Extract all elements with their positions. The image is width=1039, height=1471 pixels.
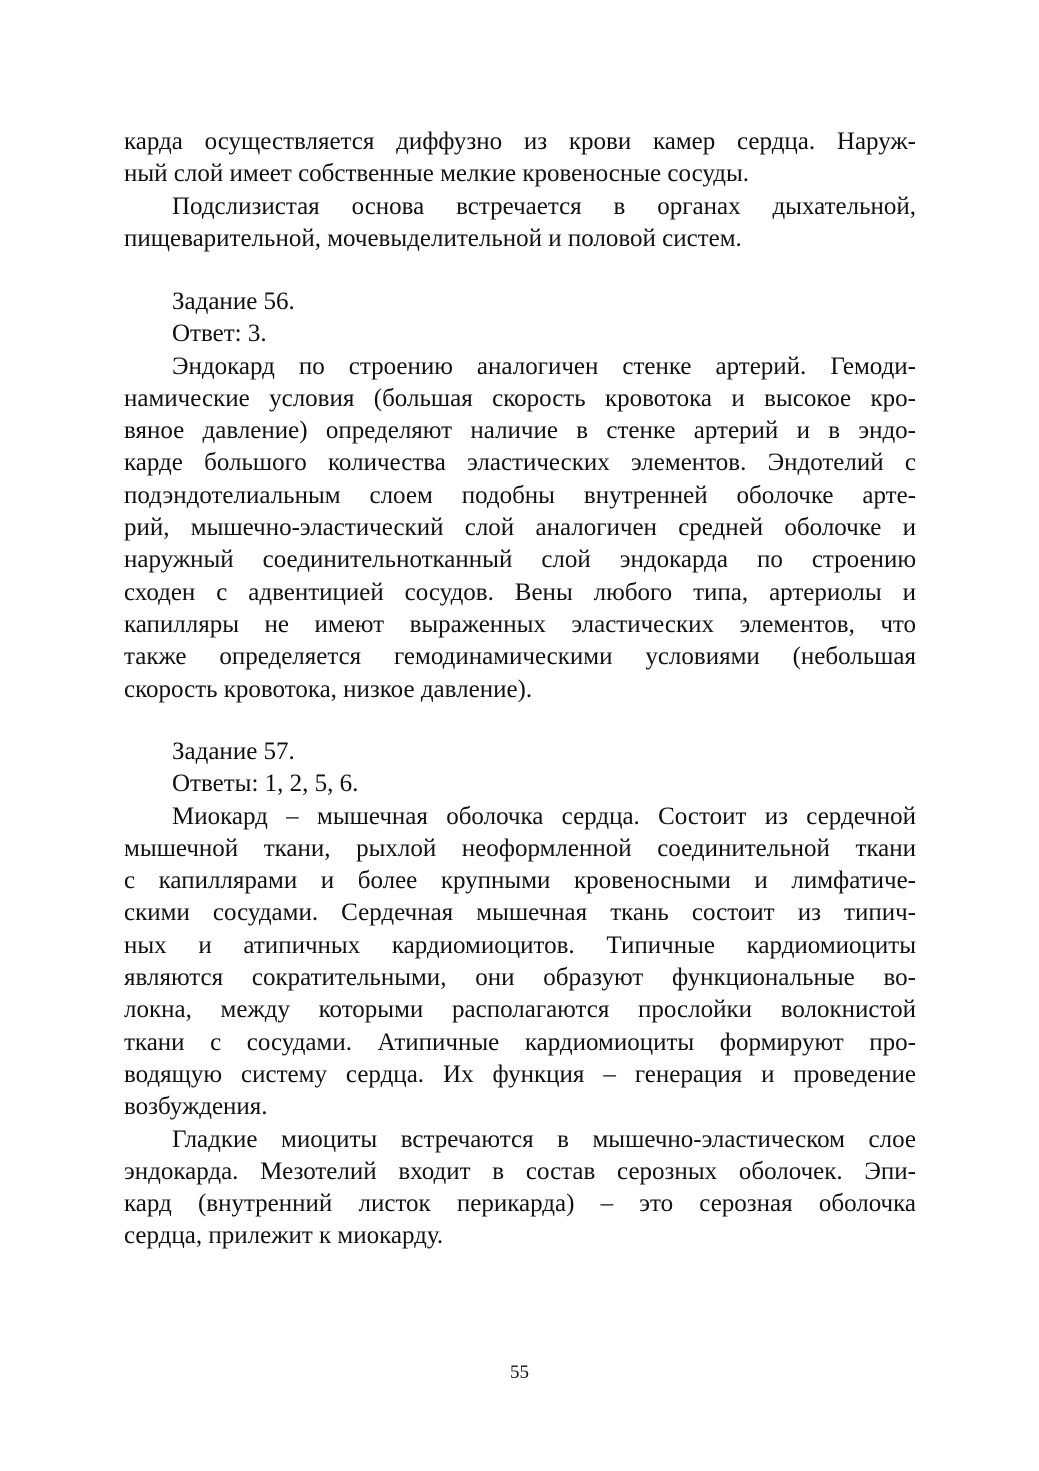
text-line: рий, мышечно-эластический слой аналогичен средней оболочке и: [124, 514, 916, 542]
text-line: Ответы: 1, 2, 5, 6.: [172, 770, 359, 798]
text-line: водящую систему сердца. Их функция – генерация и проведение: [124, 1060, 916, 1088]
text-line: Ответ: 3.: [172, 320, 267, 348]
text-line: вяное давление) определяют наличие в стенке артерий и в эндо-: [124, 417, 916, 445]
text-line: карде большого количества эластических элементов. Эндотелий с: [124, 449, 916, 477]
text-line: подэндотелиальным слоем подобны внутренней оболочке арте-: [124, 481, 916, 509]
text-line: возбуждения.: [124, 1093, 268, 1121]
text-line: карда осуществляется диффузно из крови камер сердца. Наруж-: [124, 128, 916, 155]
text-line: Задание 56.: [172, 288, 295, 315]
text-line: сходен с адвентицией сосудов. Вены любого типа, артериолы и: [124, 578, 916, 606]
text-line: ный слой имеет собственные мелкие кровеносные сосуды.: [124, 160, 750, 188]
text-line: с капиллярами и более крупными кровеносными и лимфатиче-: [124, 867, 916, 895]
text-line: являются сократительными, они образуют функциональные во-: [124, 964, 916, 992]
text-line: капилляры не имеют выраженных эластических элементов, что: [124, 610, 916, 638]
text-line: ных и атипичных кардиомиоцитов. Типичные кардиомиоциты: [124, 931, 916, 959]
text-block-task-57: [124, 736, 916, 1253]
text-block-task-56: [124, 286, 916, 706]
text-line: Задание 57.: [172, 738, 295, 765]
text-line: кард (внутренний листок перикарда) – это серозная оболочка: [124, 1190, 916, 1218]
text-line: Миокард – мышечная оболочка сердца. Состоит из сердечной: [172, 802, 916, 830]
text-line: Подслизистая основа встречается в органах дыхательной,: [172, 192, 916, 220]
text-line: скорость кровотока, низкое давление).: [124, 675, 533, 703]
text-line: мышечной ткани, рыхлой неоформленной соединительной ткани: [124, 834, 916, 862]
text-line: сердца, прилежит к миокарду.: [124, 1222, 444, 1250]
text-line: Эндокард по строению аналогичен стенке артерий. Гемоди-: [172, 352, 916, 380]
text-line: эндокарда. Мезотелий входит в состав серозных оболочек. Эпи-: [124, 1157, 916, 1185]
text-line: пищеварительной, мочевыделительной и половой систем.: [124, 224, 742, 252]
text-line: ткани с сосудами. Атипичные кардиомиоциты формируют про-: [124, 1028, 916, 1056]
text-line: намические условия (большая скорость кровотока и высокое кро-: [124, 384, 916, 412]
text-line: наружный соединительнотканный слой эндокарда по строению: [124, 546, 916, 574]
text-line: Гладкие миоциты встречаются в мышечно-эластическом слое: [172, 1125, 916, 1153]
text-block-continuation: [124, 126, 916, 255]
text-line: также определяется гемодинамическими условиями (небольшая: [124, 643, 916, 671]
text-line: скими сосудами. Сердечная мышечная ткань состоит из типич-: [124, 899, 916, 927]
page-number: 55: [510, 1362, 529, 1383]
text-line: локна, между которыми располагаются прослойки волокнистой: [124, 996, 916, 1024]
